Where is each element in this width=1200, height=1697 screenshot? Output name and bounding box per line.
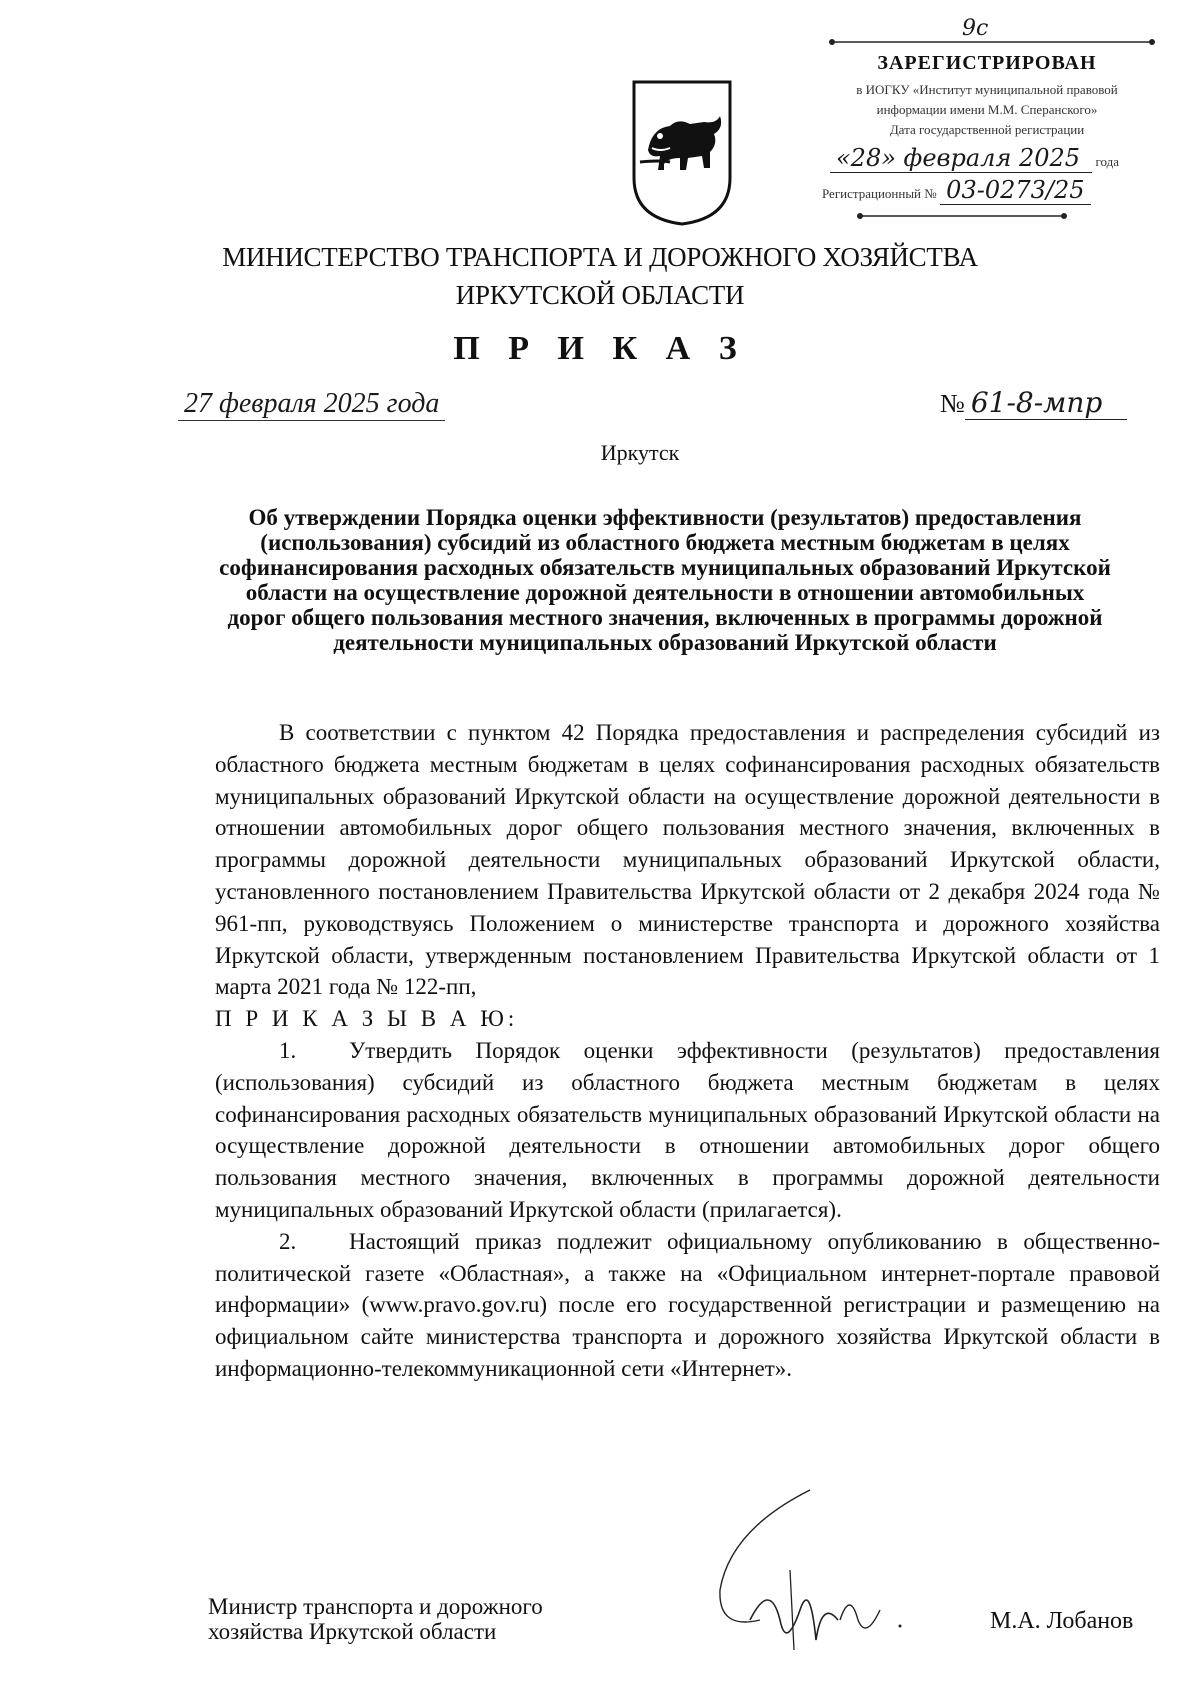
- stamp-reg-label: Регистрационный №: [822, 186, 937, 201]
- city: Иркутск: [600, 440, 680, 465]
- stamp-org-line2: информации имени М.М. Сперанского»: [876, 102, 1098, 117]
- stamp-handwritten-mark: 9с: [962, 16, 989, 41]
- registration-stamp: [822, 16, 1162, 230]
- stamp-org-line1: в ИОГКУ «Институт муниципальной правовой: [856, 82, 1118, 97]
- ministry-name: [0, 238, 1200, 314]
- item-1: [215, 1035, 1160, 1226]
- document-type-title: П Р И К А З: [453, 330, 747, 367]
- item-2: [215, 1226, 1160, 1385]
- signatory-role-line2: хозяйства Иркутской области: [208, 1619, 497, 1644]
- coat-of-arms-icon: [630, 78, 734, 228]
- stamp-reg-value: 03-0273/25: [940, 176, 1090, 205]
- order-date-value: 27 февраля 2025 года: [178, 388, 445, 421]
- item-1-number: 1.: [279, 1037, 297, 1063]
- stamp-date-row: [822, 144, 1162, 173]
- order-date: [178, 388, 445, 421]
- ministry-line1: МИНИСТЕРСТВО ТРАНСПОРТА И ДОРОЖНОГО ХОЗЯЙСТВА: [222, 242, 978, 272]
- stamp-title: ЗАРЕГИСТРИРОВАН: [877, 52, 1097, 74]
- handwritten-signature: [690, 1470, 950, 1670]
- stamp-date-suffix: года: [1095, 154, 1120, 169]
- stamp-date-label: Дата государственной регистрации: [889, 122, 1085, 137]
- signatory-role: [208, 1594, 543, 1644]
- order-body: [215, 717, 1160, 1385]
- stamp-reg-row: [822, 176, 1162, 205]
- item-2-number: 2.: [279, 1228, 297, 1254]
- stamp-bottom-line: [822, 206, 1162, 226]
- signatory-name: М.А. Лобанов: [990, 1608, 1134, 1634]
- order-number-prefix: №: [940, 389, 965, 418]
- item-2-text: Настоящий приказ подлежит официальному опубликованию в общественно-политической газете «Областная», а также на «Официальном интернет-портале правовой информации» (www.pravo.gov.ru) после его государственной регистрации и размещению на официальном сайте министерства транспорта и дорожного хозяйства Иркутской области в информационно-телекоммуникационной сети «Интернет».: [215, 1228, 1160, 1381]
- order-subject: Об утверждении Порядка оценки эффективности (результатов) предоставления (использования) субсидий из областного бюджета местным бюджетам в целях софинансирования расходных обязательств муниципальных образований Иркутской области на осуществление дорожной деятельности в отношении автомобильных дорог общего пользования местного значения, включенных в программы дорожной деятельности муниципальных образований Иркутской области: [219, 505, 1111, 655]
- item-1-text: Утвердить Порядок оценки эффективности (результатов) предоставления (использования) субсидий из областного бюджета местным бюджетам в целях софинансирования расходных обязательств муниципальных образований Иркутской области на осуществление дорожной деятельности в отношении автомобильных дорог общего пользования местного значения, включенных в программы дорожной деятельности муниципальных образований Иркутской области (прилагается).: [215, 1037, 1160, 1222]
- stamp-top-line: [822, 20, 1162, 50]
- order-number: [940, 386, 1127, 420]
- preamble: В соответствии с пунктом 42 Порядка предоставления и распределения субсидий из областного бюджета местным бюджетам в целях софинансирования расходных обязательств муниципальных образований Иркутской области на осуществление дорожной деятельности в отношении автомобильных дорог общего пользования местного значения, включенных в программы дорожной деятельности муниципальных образований Иркутской области, установленного постановлением Правительства Иркутской области от 2 декабря 2024 года № 961-пп, руководствуясь Положением о министерстве транспорта и дорожного хозяйства Иркутской области, утвержденным постановлением Правительства Иркутской области от 1 марта 2021 года № 122-пп,: [215, 720, 1160, 1000]
- ministry-line2: ИРКУТСКОЙ ОБЛАСТИ: [455, 280, 745, 310]
- command-heading: П Р И К А З Ы В А Ю:: [215, 1006, 519, 1032]
- signatory-role-line1: Министр транспорта и дорожного: [208, 1594, 543, 1619]
- order-number-value: 61-8-мпр: [965, 386, 1127, 420]
- stamp-date-value: «28» февраля 2025: [830, 144, 1092, 173]
